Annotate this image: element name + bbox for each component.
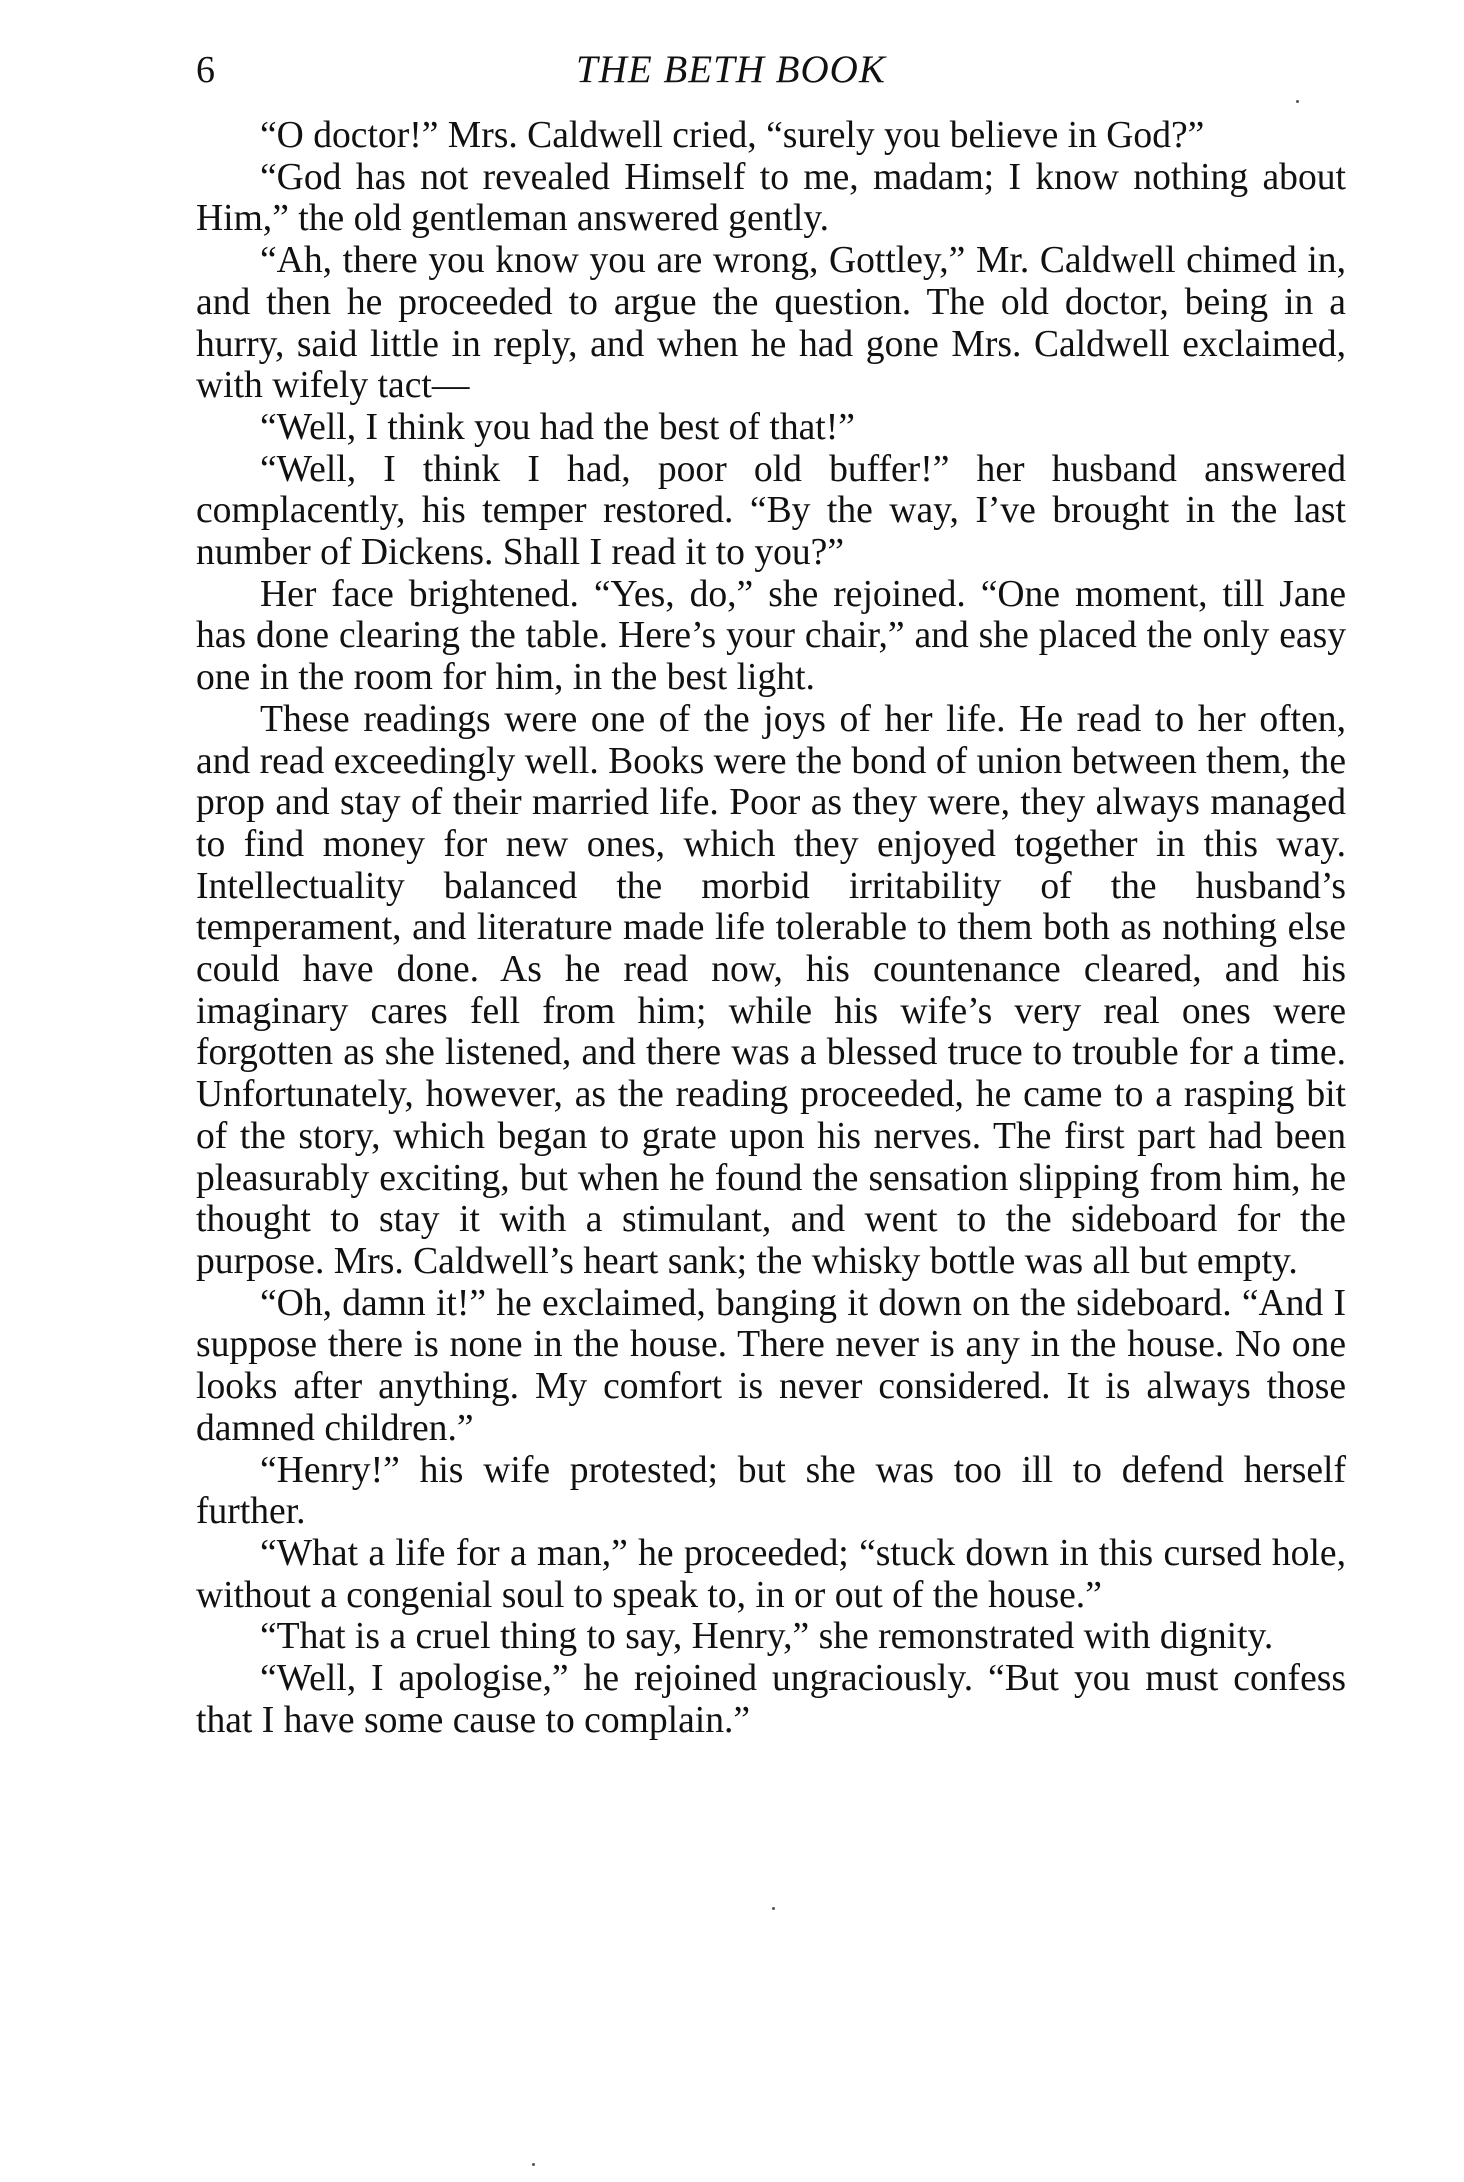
body-text — [196, 110, 1346, 1741]
paragraph: Her face brightened. “Yes, do,” she rejoined. “One moment, till Jane has done clearing the table. Here’s your chair,” and she placed the only easy one in the room for him, in the best light. — [196, 573, 1346, 699]
running-title: THE BETH BOOK — [576, 48, 886, 91]
paragraph: “O doctor!” Mrs. Caldwell cried, “surely you believe in God?” — [260, 115, 1205, 156]
scan-speck — [772, 1907, 775, 1910]
paragraph: “What a life for a man,” he proceeded; “stuck down in this cursed hole, without a congenial soul to speak to, in or out of the house.” — [196, 1532, 1346, 1616]
scan-speck — [1296, 100, 1299, 103]
scan-speck — [532, 2163, 535, 2166]
page-header — [196, 42, 1346, 98]
paragraph: “Henry!” his wife protested; but she was too ill to defend herself further. — [196, 1449, 1346, 1533]
page-number: 6 — [196, 49, 215, 91]
paragraph: “That is a cruel thing to say, Henry,” she remonstrated with dignity. — [260, 1616, 1274, 1658]
paragraph: “Well, I apologise,” he rejoined ungraciously. “But you must confess that I have some cause to complain.” — [196, 1658, 1346, 1741]
paragraph: “Ah, there you know you are wrong, Gottley,” Mr. Caldwell chimed in, and then he proceeded to argue the question. The old doctor, being in a hurry, said little in reply, and when he had gone Mrs. Caldwell exclaimed, with wifely tact— — [196, 240, 1346, 407]
paragraph: These readings were one of the joys of her life. He read to her often, and read exceedingly well. Books were the bond of union between them, the prop and stay of their married life. Poor as they were, they always managed to find money for new ones, which they enjoyed together in this way. Intellectuality balanced the morbid irritability of the husband’s temperament, and literature made life tolerable to them both as nothing else could have done. As he read now, his countenance cleared, and his imaginary cares fell from him; while his wife’s very real ones were forgotten as she listened, and there was a blessed truce to trouble for a time. Unfortunately, however, as the reading proceeded, he came to a rasping bit of the story, which began to grate upon his nerves. The first part had been pleasurably exciting, but when he found the sensation slipping from him, he thought to stay it with a stimulant, and went to the sideboard for the purpose. Mrs. Caldwell’s heart sank; the whisky bottle was all but empty. — [196, 698, 1346, 1282]
paragraph: “Oh, damn it!” he exclaimed, banging it down on the sideboard. “And I suppose there is none in the house. There never is any in the house. No one looks after anything. My comfort is never considered. It is always those damned children.” — [196, 1282, 1346, 1449]
paragraph: “Well, I think I had, poor old buffer!” her husband answered complacently, his temper restored. “By the way, I’ve brought in the last number of Dickens. Shall I read it to you?” — [196, 448, 1346, 574]
paragraph: “Well, I think you had the best of that!” — [260, 406, 855, 448]
paragraph: “God has not revealed Himself to me, madam; I know nothing about Him,” the old gentleman answered gently. — [196, 156, 1346, 240]
